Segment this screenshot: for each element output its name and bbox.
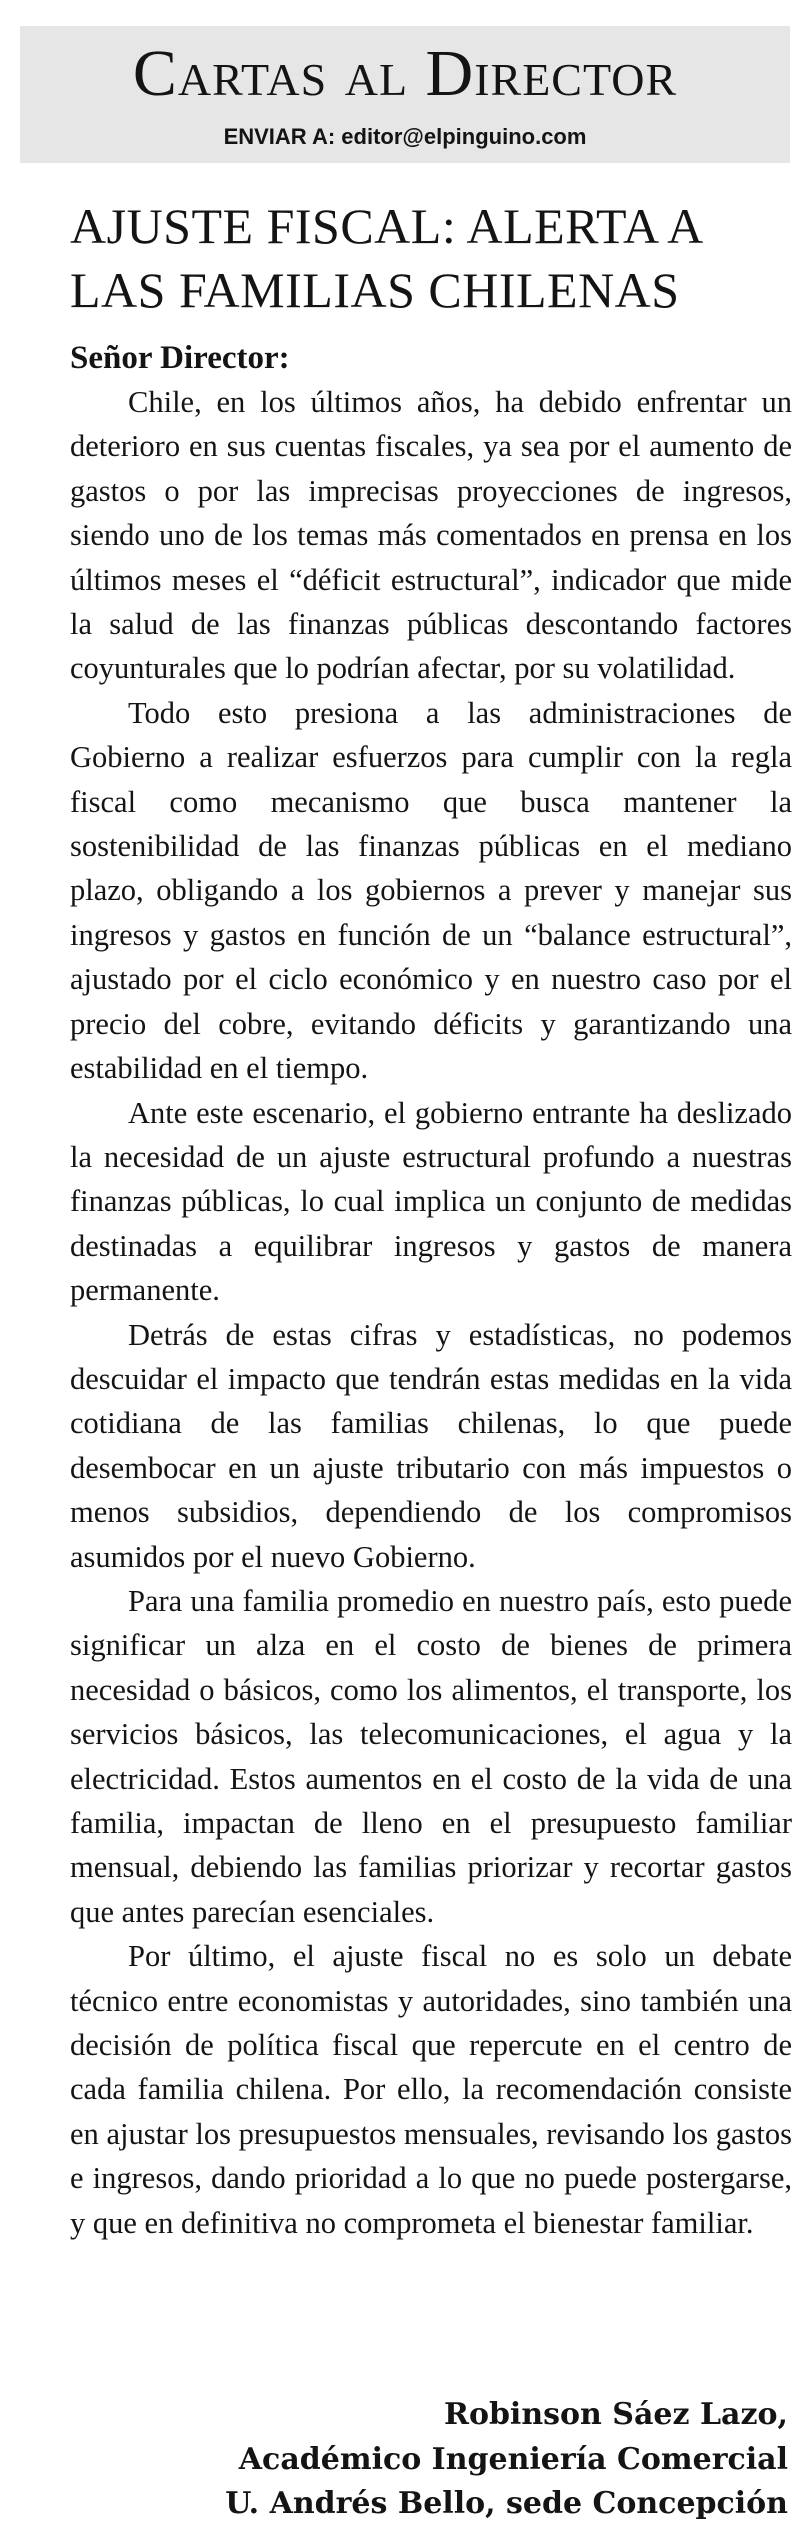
- paragraph-2: Todo esto presiona a las administraciones de Gobierno a realizar esfuerzos para cumplir con la regla fiscal como mecanismo que busca mantener la sostenibilidad de las finanzas públicas en el mediano plazo, obligando a los gobiernos a prever y manejar sus ingresos y gastos en función de un “balance estructural”, ajustado por el ciclo económico y en nuestro caso por el precio del cobre, evitando déficits y garantizando una estabilidad en el tiempo.: [70, 695, 792, 1086]
- article-headline: AJUSTE FISCAL: ALERTA A LAS FAMILIAS CHILENAS: [70, 198, 701, 318]
- author-role: Académico Ingeniería Comercial: [238, 2441, 788, 2477]
- paragraph-1: Chile, en los últimos años, ha debido enfrentar un deterioro en sus cuentas fiscales, ya sea por el aumento de gastos o por las imprecisas proyecciones de ingresos, siendo uno de los temas más comentados en prensa en los últimos meses el “déficit estructural”, indicador que mide la salud de las finanzas públicas descontando factores coyunturales que lo podrían afectar, por su volatilidad.: [70, 385, 792, 686]
- paragraph-6: Por último, el ajuste fiscal no es solo un debate técnico entre economistas y autoridades, sino también una decisión de política fiscal que repercute en el centro de cada familia chilena. Por ello, la recomendación consiste en ajustar los presupuestos mensuales, revisando los gastos e ingresos, dando prioridad a lo que no puede postergarse, y que en definitiva no comprometa el bienestar familiar.: [70, 1939, 792, 2240]
- paragraph-5: Para una familia promedio en nuestro país, esto puede significar un alza en el costo de bienes de primera necesidad o básicos, como los alimentos, el transporte, los servicios básicos, las telecomunicaciones, el agua y la electricidad. Estos aumentos en el costo de la vida de una familia, impactan de lleno en el presupuesto familiar mensual, debiendo las familias priorizar y recortar gastos que antes parecían esenciales.: [70, 1583, 792, 1929]
- paragraph-4: Detrás de estas cifras y estadísticas, no podemos descuidar el impacto que tendrán estas medidas en la vida cotidiana de las familias chilenas, lo que puede desembocar en un ajuste tributario con más impuestos o menos subsidios, dependiendo de los compromisos asumidos por el nuevo Gobierno.: [70, 1317, 792, 1574]
- salutation: Señor Director:: [70, 340, 290, 376]
- paragraph-3: Ante este escenario, el gobierno entrante ha deslizado la necesidad de un ajuste estructural profundo a nuestras finanzas públicas, lo cual implica un conjunto de medidas destinadas a equilibrar ingresos y gastos de manera permanente.: [70, 1095, 792, 1308]
- signature-block: [28, 2393, 788, 2527]
- section-title: Cartas al Director: [132, 37, 678, 110]
- section-header: [20, 26, 790, 163]
- article-body: [70, 380, 792, 2245]
- send-to-email: ENVIAR A: editor@elpinguino.com: [223, 124, 587, 149]
- author-affiliation: U. Andrés Bello, sede Concepción: [225, 2486, 788, 2521]
- author-name: Robinson Sáez Lazo,: [444, 2397, 788, 2432]
